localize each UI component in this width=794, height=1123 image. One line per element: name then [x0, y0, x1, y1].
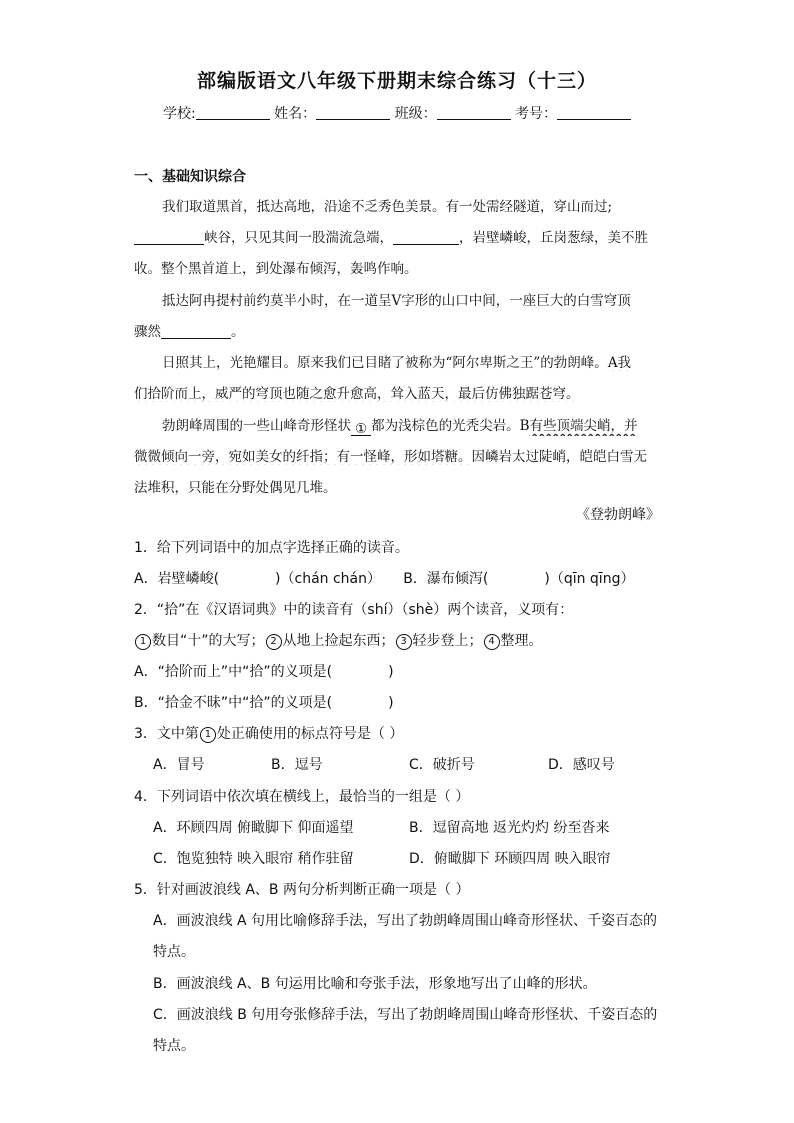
passage-text: 因嶙岩太过陡峭，皑皑白雪无 [471, 449, 647, 465]
fill-blank[interactable] [393, 230, 459, 245]
question-1-options [134, 568, 634, 588]
question-1: 1．给下列词语中的加点字选择正确的读音。 [134, 540, 409, 556]
exam-number-label: 考号： [515, 106, 558, 122]
option-c[interactable]: C．画波浪线 B 句用夸张修辞手法，写出了勃朗峰周围山峰奇形怪状、千姿百态的 [153, 1007, 658, 1023]
wavy-sentence-a: A我 [607, 355, 632, 371]
fill-blank[interactable] [134, 230, 204, 245]
passage-text: 峡谷，只见其间一股湍流急端， [204, 230, 393, 246]
circled-number: 1 [200, 727, 216, 743]
wavy-sentence-b: 微微倾向一旁，宛如美女的纤指；有一怪峰，形如塔糖。 [134, 449, 472, 465]
student-info-line [0, 103, 794, 123]
question-2-a [134, 661, 394, 681]
passage-text: 勃朗峰周围的一些山峰奇形怪状 [162, 418, 351, 434]
question-2-meanings [134, 630, 543, 650]
circled-number: 1 [135, 634, 151, 650]
school-blank[interactable] [196, 105, 270, 120]
wavy-sentence-b: 有些顶端尖峭，并 [529, 418, 638, 434]
page-title: 部编版语文八年级下册期末综合练习（十三） [196, 70, 597, 92]
class-blank[interactable] [437, 105, 511, 120]
question-2-b [134, 692, 394, 712]
option-label: B．“拾金不昧”中“拾”的义项是( [134, 695, 333, 711]
passage-line [134, 226, 662, 246]
name-blank[interactable] [316, 105, 390, 120]
circled-number: 2 [266, 634, 282, 650]
section-heading: 一、基础知识综合 [134, 169, 246, 185]
option-b[interactable]: B．画波浪线 A、B 句运用比喻和夸张手法，形象地写出了山峰的形状。 [153, 976, 597, 992]
name-label: 姓名： [274, 106, 317, 122]
circled-number: 3 [396, 634, 412, 650]
passage-text: 日照其上，光艳耀目。原来我们已目睹了被称为“阿尔卑斯之王”的勃朗峰。 [162, 355, 608, 371]
option-d[interactable]: D．感叹号 [548, 757, 615, 773]
option-b[interactable]: B．逗留高地 返光灼灼 纷至沓来 [409, 820, 610, 836]
passage-line [134, 382, 662, 402]
close-paren: ) [388, 664, 394, 680]
meaning-item: 轻步登上； [412, 633, 483, 649]
meaning-item: 从地上捡起东西； [282, 633, 395, 649]
option-a[interactable]: A．画波浪线 A 句用比喻修辞手法，写出了勃朗峰周围山峰奇形怪状、千姿百态的 [153, 913, 658, 929]
passage-line: 收。整个黑首道上，到处瀑布倾泻，轰鸣作响。 [134, 261, 418, 277]
close-paren: ) [388, 695, 394, 711]
option-c-cont[interactable]: 特点。 [153, 1038, 195, 1054]
passage-text: 骤然 [134, 324, 161, 340]
class-label: 班级： [394, 106, 437, 122]
option-c[interactable]: C．破折号 [409, 757, 475, 773]
question-text: 处正确使用的标点符号是（ ） [216, 726, 404, 742]
passage-text: 都为浅棕色的光秃尖岩。B [371, 418, 530, 434]
option-a-cont[interactable]: 特点。 [153, 944, 195, 960]
punctuation-blank-1[interactable] [351, 421, 371, 436]
passage-line [134, 414, 690, 436]
option-label: A．岩壁嶙峻( [134, 571, 220, 587]
wavy-sentence-a: 们拾阶而上，威严的穹顶也随之愈升愈高，耸入蓝天，最后仿佛独踞苍穹。 [134, 386, 580, 402]
circled-number: 4 [484, 634, 500, 650]
option-c[interactable]: C．饱览独特 映入眼帘 稍作驻留 [153, 851, 354, 867]
school-label: 学校: [162, 106, 196, 122]
passage-text: ，岩壁嶙峻，丘岗葱绿，美不胜 [459, 230, 648, 246]
option-d[interactable]: D．俯瞰脚下 环顾四周 映入眼帘 [409, 851, 611, 867]
passage-line [134, 320, 662, 340]
question-2: 2．“拾”在《汉语词典》中的读音有（shí）（shè）两个读音，义项有： [134, 602, 574, 618]
fill-blank[interactable] [161, 324, 231, 339]
option-b[interactable]: B．逗号 [271, 757, 323, 773]
option-a[interactable]: A．冒号 [153, 757, 205, 773]
option-label: A．“拾阶而上”中“拾”的义项是( [134, 664, 333, 680]
passage-line: 抵达阿冉提村前约莫半小时，在一道呈Ⅴ字形的山口中间，一座巨大的白雪穹顶 [162, 293, 631, 309]
passage-line: 法堆积，只能在分野处偶见几堆。 [134, 480, 337, 496]
question-3 [134, 723, 403, 743]
pinyin-choices: )（chán chán） [275, 571, 382, 587]
passage-text: 。 [231, 324, 245, 340]
pinyin-choices: )（qīn qīng） [544, 571, 635, 587]
passage-line [134, 445, 662, 465]
passage-line: 我们取道黑首，抵达高地，沿途不乏秀色美景。有一处需经隧道，穿山而过; [162, 199, 613, 215]
option-label: B．瀑布倾泻( [403, 571, 489, 587]
meaning-item: 整理。 [500, 633, 543, 649]
question-text: 3．文中第 [134, 726, 199, 742]
option-a[interactable]: A．环顾四周 俯瞰脚下 仰面遥望 [153, 820, 354, 836]
source-citation: 《登勃朗峰》 [576, 507, 660, 523]
exam-number-blank[interactable] [557, 105, 631, 120]
question-5: 5．针对画波浪线 A、B 两句分析判断正确一项是（ ） [134, 882, 470, 898]
passage-line [134, 351, 690, 371]
meaning-item: 数目“十”的大写； [152, 633, 265, 649]
blank-marker: ① [355, 421, 368, 436]
question-4: 4．下列词语中依次填在横线上，最恰当的一组是（ ） [134, 789, 470, 805]
